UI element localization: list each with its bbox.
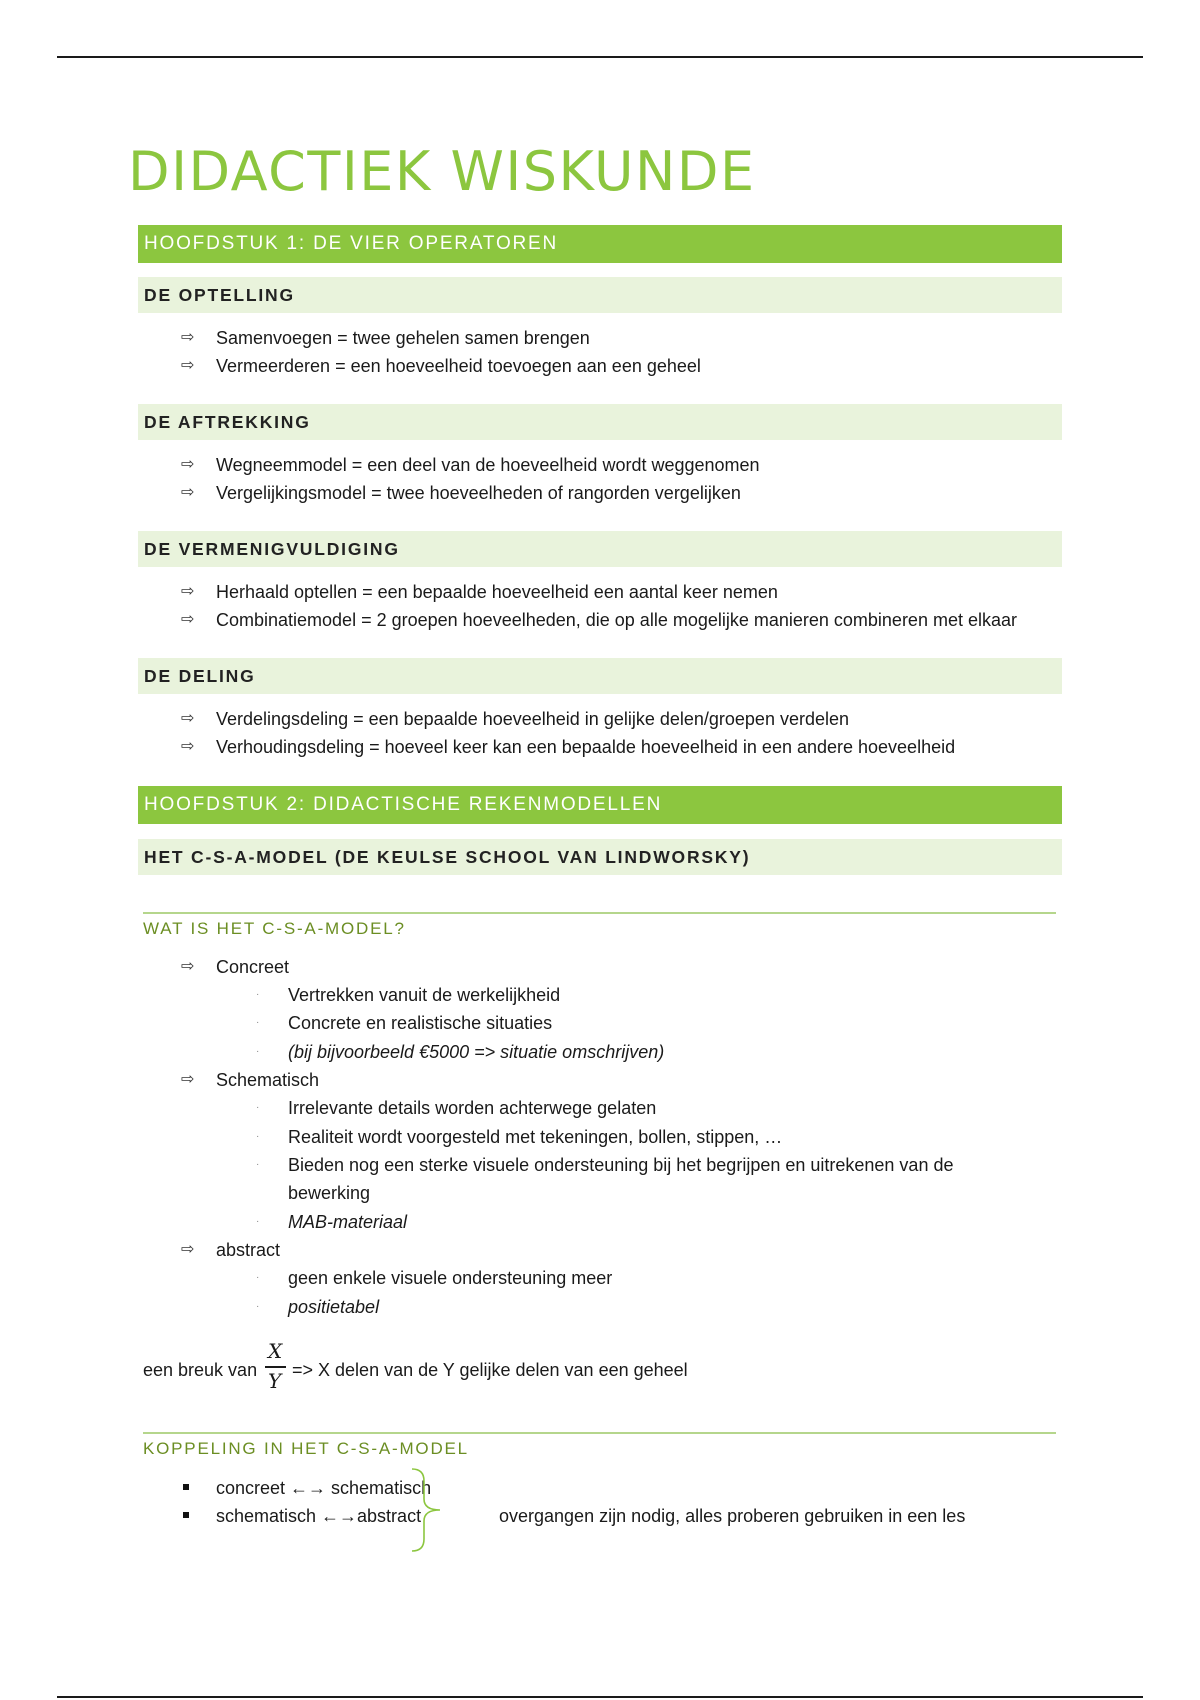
list-item: Verhoudingsdeling = hoeveel keer kan een bepaalde hoeveelheid in een andere hoeveelheid	[216, 737, 956, 757]
bullet-dot-icon: ·	[256, 1216, 260, 1227]
bullet-dot-icon: ·	[256, 989, 260, 1000]
bullet-dot-icon: ·	[256, 1131, 260, 1142]
top-rule	[57, 56, 1143, 58]
list-item: Samenvoegen = twee gehelen samen brengen	[216, 328, 590, 348]
chapter-1-heading: HOOFDSTUK 1: DE VIER OPERATOREN	[138, 225, 1062, 263]
arrow-icon: ⇨	[181, 456, 195, 473]
arrow-icon: ⇨	[181, 1071, 195, 1088]
bullet-dot-icon: ·	[256, 1301, 260, 1312]
document-title: DIDACTIEK WISKUNDE	[128, 140, 756, 203]
list-item: Irrelevante details worden achterwege gelaten	[288, 1098, 657, 1118]
section-heading-optelling: DE OPTELLING	[138, 277, 1062, 313]
section-heading-vermenigvuldiging: DE VERMENIGVULDIGING	[138, 531, 1062, 567]
bullet-dot-icon: ·	[256, 1046, 260, 1057]
list-item: Wegneemmodel = een deel van de hoeveelheid wordt weggenomen	[216, 455, 760, 475]
list-item: Vermeerderen = een hoeveelheid toevoegen aan een geheel	[216, 356, 701, 376]
bullet-dot-icon: ·	[256, 1159, 260, 1170]
list-item: Concrete en realistische situaties	[288, 1013, 553, 1033]
bullet-dot-icon: ·	[256, 1017, 260, 1028]
section-heading-deling: DE DELING	[138, 658, 1062, 694]
list-item: Combinatiemodel = 2 groepen hoeveelheden, die op alle mogelijke manieren combineren met elkaar	[216, 610, 1017, 630]
arrow-icon: ⇨	[181, 357, 195, 374]
list-item: Verdelingsdeling = een bepaalde hoeveelheid in gelijke delen/groepen verdelen	[216, 709, 849, 729]
fraction-bar	[265, 1366, 286, 1368]
list-item-continuation: bewerking	[288, 1183, 371, 1203]
group-label-schematisch: Schematisch	[216, 1070, 320, 1090]
subheading-rule	[143, 1432, 1056, 1434]
section-heading-csa-model: HET C-S-A-MODEL (DE KEULSE SCHOOL VAN LINDWORSKY)	[138, 839, 1062, 875]
fraction-prefix: een breuk van	[143, 1360, 258, 1380]
subheading-wat-is: WAT IS HET C-S-A-MODEL?	[143, 919, 406, 938]
curly-brace-icon	[410, 1467, 450, 1553]
arrow-icon: ⇨	[181, 329, 195, 346]
list-item: geen enkele visuele ondersteuning meer	[288, 1268, 613, 1288]
fraction-explanation: => X delen van de Y gelijke delen van een geheel	[292, 1360, 688, 1380]
arrow-icon: ⇨	[181, 484, 195, 501]
bottom-rule	[57, 1696, 1143, 1698]
subheading-rule	[143, 912, 1056, 914]
arrow-icon: ⇨	[181, 958, 195, 975]
group-label-concreet: Concreet	[216, 957, 290, 977]
arrow-icon: ⇨	[181, 738, 195, 755]
chapter-2-heading: HOOFDSTUK 2: DIDACTISCHE REKENMODELLEN	[138, 786, 1062, 824]
list-item: schematisch ←→abstract	[216, 1506, 422, 1526]
list-item: Realiteit wordt voorgesteld met tekeningen, bollen, stippen, …	[288, 1127, 783, 1147]
group-label-abstract: abstract	[216, 1240, 281, 1260]
list-item: positietabel	[288, 1297, 380, 1317]
koppeling-note: overgangen zijn nodig, alles proberen gebruiken in een les	[499, 1506, 966, 1526]
list-item: MAB-materiaal	[288, 1212, 408, 1232]
section-heading-aftrekking: DE AFTREKKING	[138, 404, 1062, 440]
square-bullet-icon	[183, 1512, 189, 1518]
arrow-icon: ⇨	[181, 583, 195, 600]
arrow-icon: ⇨	[181, 1241, 195, 1258]
square-bullet-icon	[183, 1484, 189, 1490]
bullet-dot-icon: ·	[256, 1102, 260, 1113]
list-item: Vergelijkingsmodel = twee hoeveelheden of rangorden vergelijken	[216, 483, 741, 503]
list-item: Herhaald optellen = een bepaalde hoeveelheid een aantal keer nemen	[216, 582, 778, 602]
subheading-koppeling: KOPPELING IN HET C-S-A-MODEL	[143, 1439, 469, 1458]
list-item: Bieden nog een sterke visuele ondersteuning bij het begrijpen en uitrekenen van de	[288, 1155, 954, 1175]
list-item: Vertrekken vanuit de werkelijkheid	[288, 985, 561, 1005]
arrow-icon: ⇨	[181, 710, 195, 727]
fraction-numerator: X	[268, 1339, 283, 1363]
fraction-denominator: Y	[268, 1369, 282, 1393]
arrow-icon: ⇨	[181, 611, 195, 628]
bullet-dot-icon: ·	[256, 1272, 260, 1283]
list-item: (bij bijvoorbeeld €5000 => situatie omschrijven)	[288, 1042, 665, 1062]
list-item: concreet ←→ schematisch	[216, 1478, 432, 1498]
